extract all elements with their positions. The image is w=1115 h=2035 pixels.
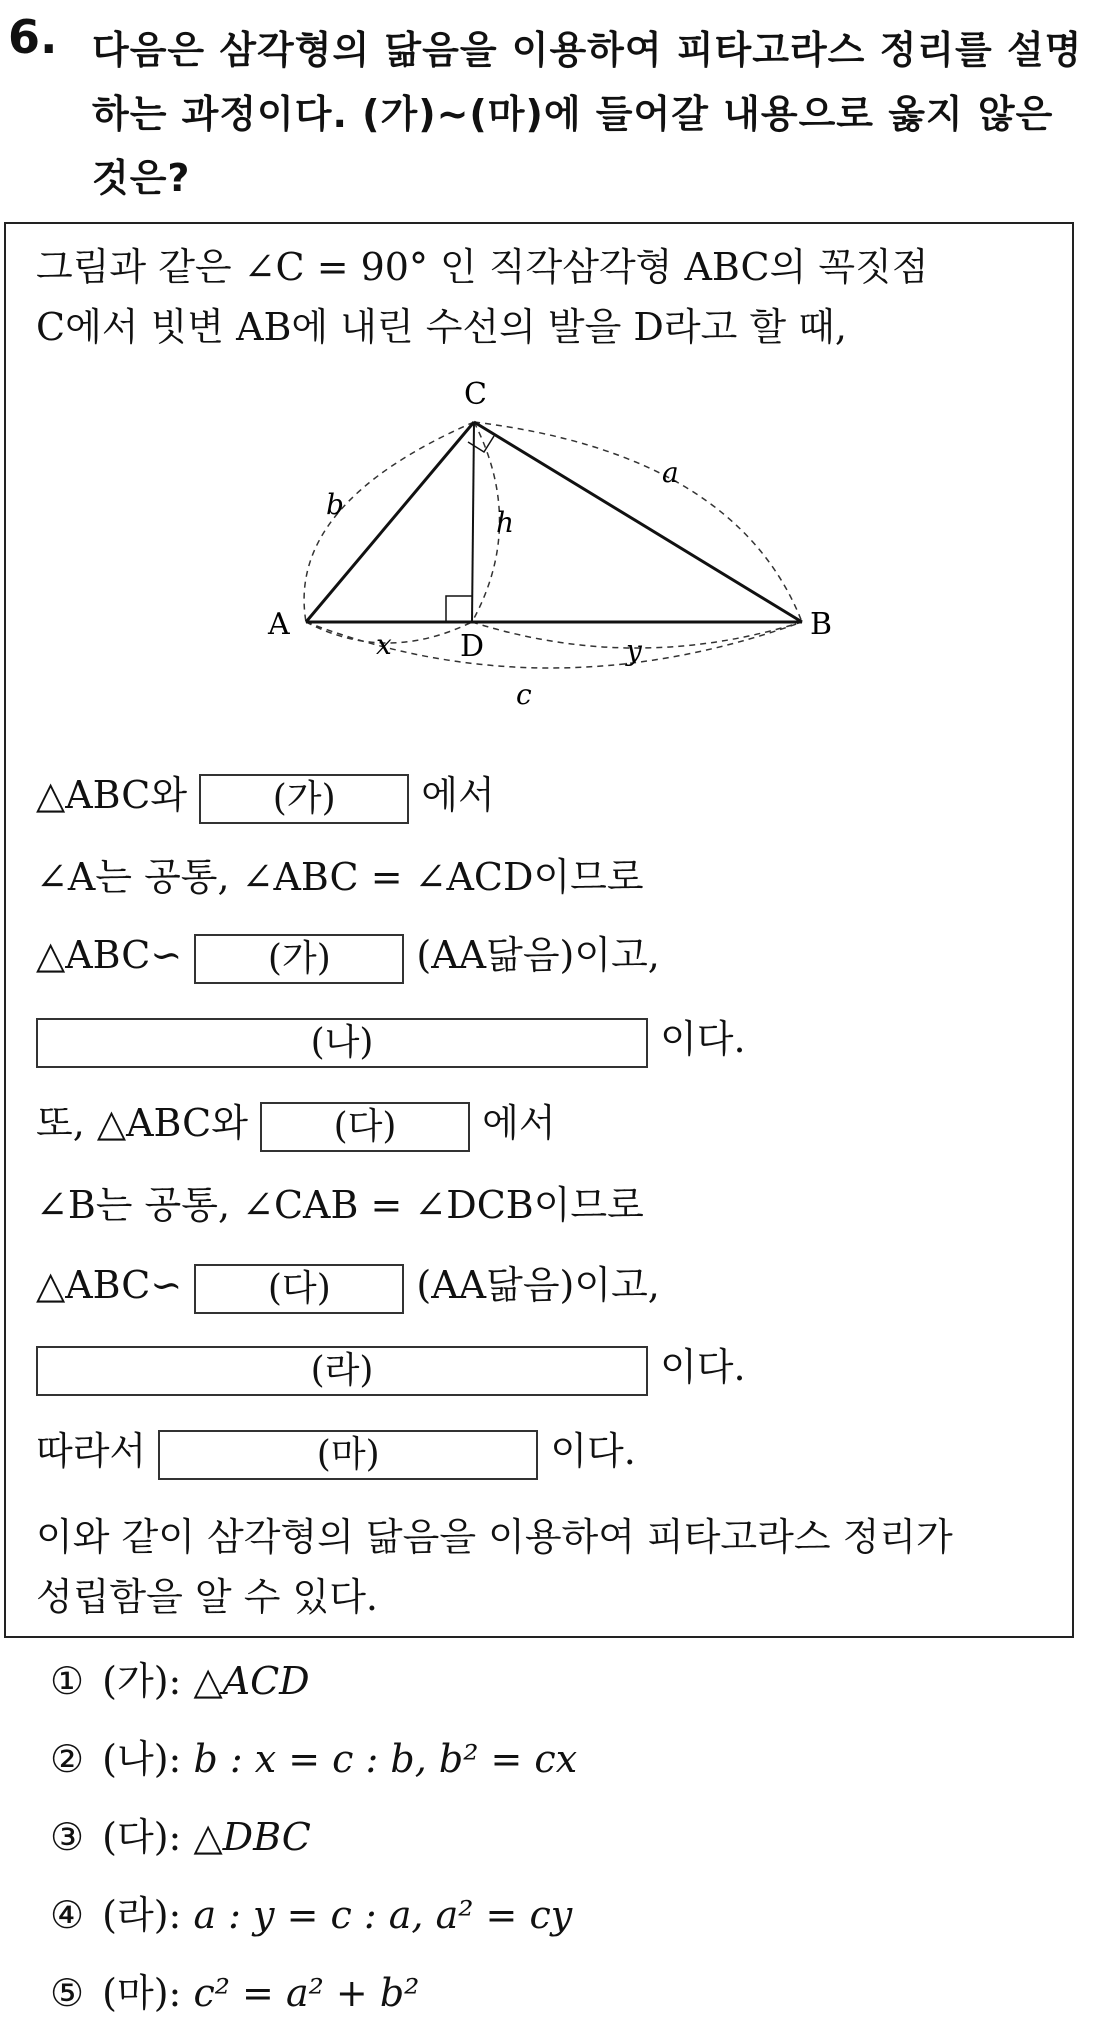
step-line-9	[36, 1420, 636, 1480]
step-line-2: ∠A는 공통, ∠ABC = ∠ACD이므로	[36, 855, 644, 899]
l7-post: (AA닮음)이고,	[416, 1263, 660, 1307]
intro-line-1: 그림과 같은 ∠C = 90° 인 직각삼각형 ABC의 꼭짓점	[36, 245, 929, 289]
choice-2-label: (나):	[102, 1737, 182, 1781]
right-angle-c	[468, 436, 494, 452]
choice-2-text: b : x = c : b, b² = cx	[193, 1737, 578, 1781]
step-line-4	[36, 1008, 746, 1068]
label-a: a	[662, 456, 679, 489]
choice-5-label: (마):	[102, 1971, 182, 2015]
outro-line-2: 성립함을 알 수 있다.	[36, 1575, 378, 1619]
question-text: 다음은 삼각형의 닮음을 이용하여 피타고라스 정리를 설명하는 과정이다. (가)~(마)에 들어갈 내용으로 옳지 않은 것은?	[92, 28, 1083, 200]
right-angle-d	[446, 596, 472, 622]
l1-pre: △ABC와	[36, 773, 188, 817]
blank-ga-2: (가)	[194, 934, 404, 984]
step-line-3	[36, 924, 660, 984]
blank-na: (나)	[36, 1018, 648, 1068]
l3-post: (AA닮음)이고,	[416, 933, 660, 977]
l5-pre: 또, △ABC와	[36, 1101, 248, 1145]
blank-ma: (마)	[158, 1430, 538, 1480]
altitude-cd	[472, 422, 474, 622]
choice-4-text: a : y = c : a, a² = cy	[193, 1893, 573, 1937]
triangle-diagram	[206, 364, 846, 724]
label-h: h	[496, 506, 515, 539]
l5-post: 에서	[482, 1101, 556, 1145]
label-A: A	[268, 607, 290, 642]
choice-2[interactable]	[50, 1728, 577, 1783]
step-line-1	[36, 764, 495, 824]
l7-pre: △ABC∽	[36, 1263, 183, 1307]
l3-pre: △ABC∽	[36, 933, 183, 977]
outro-line-1: 이와 같이 삼각형의 닮음을 이용하여 피타고라스 정리가	[36, 1515, 953, 1559]
blank-ra: (라)	[36, 1346, 648, 1396]
label-c: c	[516, 678, 532, 711]
choice-1-label: (가):	[102, 1659, 182, 1703]
l8-post: 이다.	[660, 1345, 746, 1389]
choice-4[interactable]	[50, 1884, 572, 1939]
step-line-7	[36, 1254, 660, 1314]
question-number: 6.	[8, 10, 58, 64]
choice-1[interactable]	[50, 1650, 310, 1705]
side-cb	[474, 422, 802, 622]
step-line-6: ∠B는 공통, ∠CAB = ∠DCB이므로	[36, 1183, 644, 1227]
choice-4-number: ④	[50, 1893, 85, 1937]
choice-1-number: ①	[50, 1659, 85, 1703]
blank-ga: (가)	[199, 774, 409, 824]
choice-3-label: (다):	[102, 1815, 182, 1859]
label-D: D	[460, 629, 485, 664]
choice-2-number: ②	[50, 1737, 85, 1781]
label-y: y	[626, 634, 642, 667]
choice-5[interactable]	[50, 1962, 419, 2017]
choice-5-text: c² = a² + b²	[193, 1971, 420, 2015]
choice-1-text: △ACD	[193, 1659, 310, 1703]
intro-line-2: C에서 빗변 AB에 내린 수선의 발을 D라고 할 때,	[36, 305, 847, 349]
blank-da: (다)	[260, 1102, 470, 1152]
label-C: C	[464, 377, 487, 412]
l9-pre: 따라서	[36, 1429, 147, 1473]
l1-post: 에서	[421, 773, 495, 817]
label-B: B	[810, 607, 833, 642]
choice-4-label: (라):	[102, 1893, 182, 1937]
blank-da-2: (다)	[194, 1264, 404, 1314]
step-line-8	[36, 1336, 746, 1396]
explanation-box	[4, 222, 1074, 1638]
l9-post: 이다.	[550, 1429, 636, 1473]
choice-3[interactable]	[50, 1806, 311, 1861]
l4-post: 이다.	[660, 1017, 746, 1061]
label-b: b	[326, 488, 344, 521]
choice-3-text: △DBC	[193, 1815, 311, 1859]
step-line-5	[36, 1092, 556, 1152]
choice-5-number: ⑤	[50, 1971, 85, 2015]
label-x: x	[376, 628, 392, 661]
choice-3-number: ③	[50, 1815, 85, 1859]
